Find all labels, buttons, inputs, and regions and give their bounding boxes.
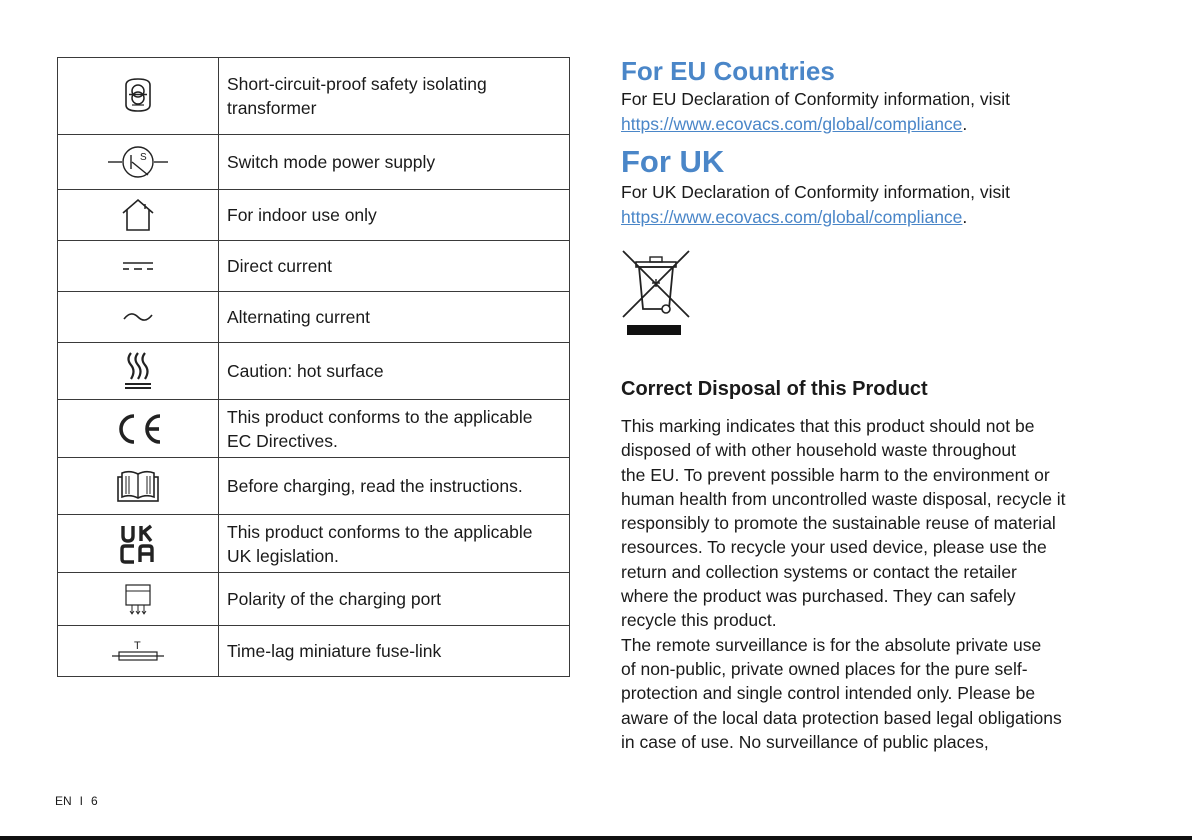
time-lag-fuse-icon [110, 639, 166, 663]
icon-cell [58, 58, 219, 135]
compliance-column [621, 55, 1161, 754]
icon-cell [58, 292, 219, 343]
switch-mode-power-supply-icon [106, 145, 170, 179]
icon-cell [58, 515, 219, 573]
ce-mark-icon [112, 412, 164, 446]
page-footer [55, 794, 98, 808]
icon-cell [58, 458, 219, 515]
table-row [58, 343, 570, 400]
uk-link-suffix: . [962, 206, 968, 227]
symbol-description: Before charging, read the instructions. [219, 458, 570, 515]
indoor-use-house-icon [120, 198, 156, 232]
alternating-current-icon [122, 309, 154, 325]
table-row [58, 400, 570, 458]
icon-cell [58, 190, 219, 241]
symbol-description: Polarity of the charging port [219, 573, 570, 626]
icon-cell [58, 241, 219, 292]
safety-transformer-icon [123, 77, 153, 115]
eu-compliance-link[interactable]: https://www.ecovacs.com/global/compliance [621, 113, 963, 134]
symbol-description: This product conforms to the applicable EC Directives. [219, 400, 570, 458]
page-number: 6 [91, 794, 98, 808]
symbol-description: Switch mode power supply [219, 135, 570, 190]
symbol-description: Direct current [219, 241, 570, 292]
eu-link-suffix: . [962, 113, 968, 134]
table-row [58, 190, 570, 241]
symbol-description: Time-lag miniature fuse-link [219, 626, 570, 677]
table-row [58, 241, 570, 292]
svg-text:S: S [140, 152, 147, 163]
table-row [58, 292, 570, 343]
symbol-description: Short-circuit-proof safety isolating transformer [219, 58, 570, 135]
eu-declaration-label: For EU Declaration of Conformity information, visit [621, 89, 1011, 109]
icon-cell [58, 400, 219, 458]
footer-separator: I [79, 794, 84, 808]
charging-port-polarity-icon [123, 581, 153, 617]
symbol-description: This product conforms to the applicable UK legislation. [219, 515, 570, 573]
table-row [58, 135, 570, 190]
table-row [58, 458, 570, 515]
table-row [58, 515, 570, 573]
crossed-out-wheelie-bin-icon [621, 249, 691, 339]
symbol-description: Caution: hot surface [219, 343, 570, 400]
icon-cell [58, 135, 219, 190]
table-row [58, 626, 570, 677]
symbol-description: For indoor use only [219, 190, 570, 241]
uk-declaration-label: For UK Declaration of Conformity information, visit [621, 182, 1011, 202]
bottom-border [0, 836, 1192, 840]
hot-surface-icon [123, 351, 153, 391]
icon-cell [58, 573, 219, 626]
icon-cell [58, 626, 219, 677]
ukca-mark-icon [117, 523, 159, 565]
direct-current-icon [121, 258, 155, 274]
uk-heading: For UK [621, 144, 725, 179]
uk-compliance-link[interactable]: https://www.ecovacs.com/global/compliance [621, 206, 963, 227]
svg-text:T: T [134, 640, 141, 652]
symbols-table [57, 57, 570, 677]
table-row [58, 573, 570, 626]
footer-language: EN [55, 794, 72, 808]
eu-heading: For EU Countries [621, 56, 835, 86]
table-row [58, 58, 570, 135]
eu-declaration-text [621, 87, 1161, 136]
icon-cell [58, 343, 219, 400]
disposal-heading: Correct Disposal of this Product [621, 378, 928, 400]
read-instructions-book-icon [116, 469, 160, 503]
disposal-body: This marking indicates that this product should not be disposed of with other household waste throughout the EU. To prevent possible harm to the environment or human health from uncontrolled waste disposal, recycle it responsibly to promote the sustainable reuse of material resources. To recycle your used device, please use the return and collection systems or contact the retailer where the product was purchased. They can safely recycle this product. The remote surveillance is for the absolute private use of non-public, private owned places for the pure self- protection and single control intended only. Please be aware of the local data protection based legal obligations in case of use. No surveillance of public places, [621, 416, 1066, 752]
uk-declaration-text [621, 180, 1161, 229]
symbol-description: Alternating current [219, 292, 570, 343]
